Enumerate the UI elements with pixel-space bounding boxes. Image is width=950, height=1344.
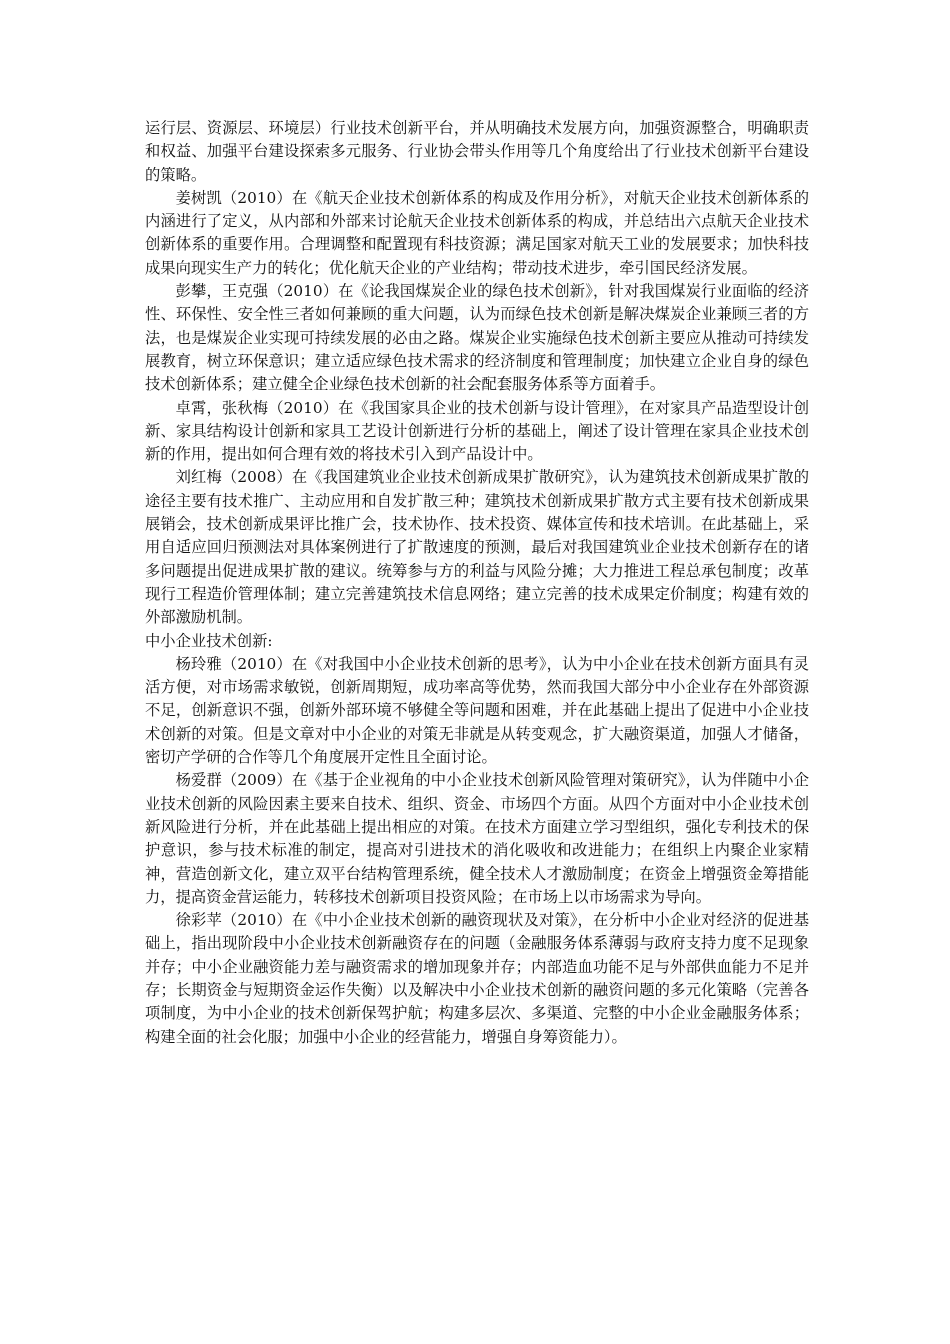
section-heading: 中小企业技术创新:: [145, 631, 273, 650]
document-body: [145, 117, 809, 1049]
paragraph-xu-caiping: 徐彩苹（2010）在《中小企业技术创新的融资现状及对策》，在分析中小企业对经济的促进基础上，指出现阶段中小企业技术创新融资存在的问题（金融服务体系薄弱与政府支持力度不足现象并存；中小企业融资能力差与融资需求的增加现象并存；内部造血功能不足与外部供血能力不足并存；长期资金与短期资金运作失衡）以及解决中小企业技术创新的融资问题的多元化策略（完善各项制度，为中小企业的技术创新保驾护航；构建多层次、多渠道、完整的中小企业金融服务体系；构建全面的社会化服；加强中小企业的经营能力，增强自身筹资能力）。: [145, 911, 809, 1046]
paragraph-yang-aiqun: 杨爱群（2009）在《基于企业视角的中小企业技术创新风险管理对策研究》，认为伴随中小企业技术创新的风险因素主要来自技术、组织、资金、市场四个方面。从四个方面对中小企业技术创新风险进行分析，并在此基础上提出相应的对策。在技术方面建立学习型组织，强化专利技术的保护意识，参与技术标准的制定，提高对引进技术的消化吸收和改进能力；在组织上内聚企业家精神，营造创新文化，建立双平台结构管理系统，健全技术人才激励制度；在资金上增强资金筹措能力，提高资金营运能力，转移技术创新项目投资风险；在市场上以市场需求为导向。: [145, 771, 809, 906]
paragraph-liu-hongmei: 刘红梅（2008）在《我国建筑业企业技术创新成果扩散研究》，认为建筑技术创新成果扩散的途径主要有技术推广、主动应用和自发扩散三种；建筑技术创新成果扩散方式主要有技术创新成果展销会，技术创新成果评比推广会，技术协作、技术投资、媒体宣传和技术培训。在此基础上，采用自适应回归预测法对具体案例进行了扩散速度的预测，最后对我国建筑业企业技术创新存在的诸多问题提出促进成果扩散的建议。统筹参与方的利益与风险分摊；大力推进工程总承包制度；改革现行工程造价管理体制；建立完善建筑技术信息网络；建立完善的技术成果定价制度；构建有效的外部激励机制。: [145, 468, 809, 627]
paragraph-continued: 运行层、资源层、环境层）行业技术创新平台，并从明确技术发展方向，加强资源整合，明确职责和权益、加强平台建设探索多元服务、行业协会带头作用等几个角度给出了行业技术创新平台建设的策略。: [145, 119, 809, 184]
paragraph-jiang-shukai: 姜树凯（2010）在《航天企业技术创新体系的构成及作用分析》，对航天企业技术创新体系的内涵进行了定义，从内部和外部来讨论航天企业技术创新体系的构成，并总结出六点航天企业技术创新体系的重要作用。合理调整和配置现有科技资源；满足国家对航天工业的发展要求；加快科技成果向现实生产力的转化；优化航天企业的产业结构；带动技术进步，牵引国民经济发展。: [145, 188, 809, 277]
paragraph-yang-lingya: 杨玲雅（2010）在《对我国中小企业技术创新的思考》，认为中小企业在技术创新方面具有灵活方便，对市场需求敏锐，创新周期短，成功率高等优势，然而我国大部分中小企业存在外部资源不足，创新意识不强，创新外部环境不够健全等问题和困难，并在此基础上提出了促进中小企业技术创新的对策。但是文章对中小企业的对策无非就是从转变观念，扩大融资渠道，加强人才储备，密切产学研的合作等几个角度展开定性且全面讨论。: [145, 654, 809, 767]
paragraph-zhuo-xiao: 卓霄，张秋梅（2010）在《我国家具企业的技术创新与设计管理》，在对家具产品造型设计创新、家具结构设计创新和家具工艺设计创新进行分析的基础上，阐述了设计管理在家具企业技术创新的作用，提出如何合理有效的将技术引入到产品设计中。: [145, 398, 809, 464]
paragraph-peng-pan: 彭攀，王克强（2010）在《论我国煤炭企业的绿色技术创新》，针对我国煤炭行业面临的经济性、环保性、安全性三者如何兼顾的重大问题，认为而绿色技术创新是解决煤炭企业兼顾三者的方法，也是煤炭企业实现可持续发展的必由之路。煤炭企业实施绿色技术创新主要应从推动可持续发展教育，树立环保意识；建立适应绿色技术需求的经济制度和管理制度；加快建立企业自身的绿色技术创新体系；建立健全企业绿色技术创新的社会配套服务体系等方面着手。: [145, 282, 809, 394]
